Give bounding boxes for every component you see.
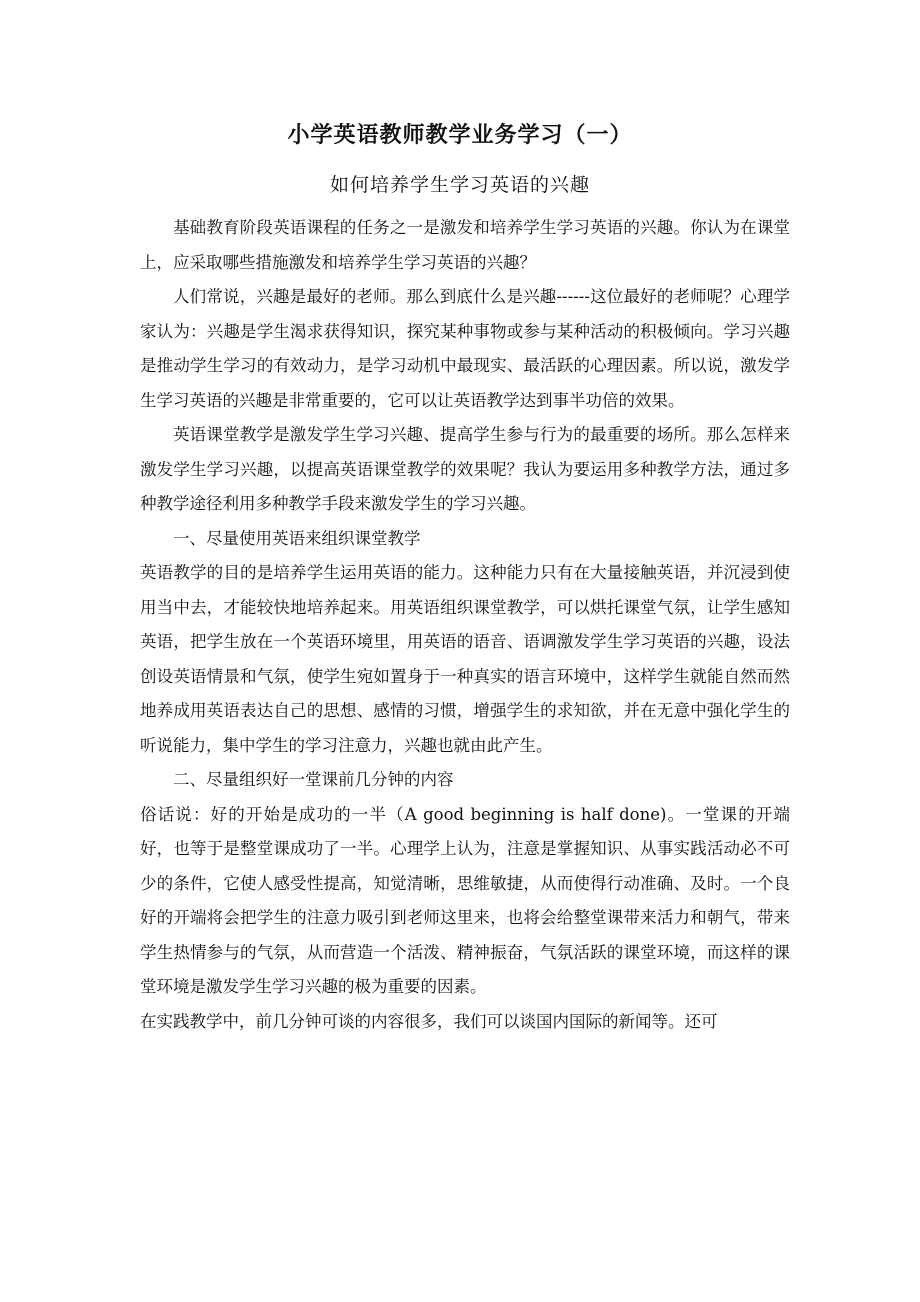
paragraph-intro: 基础教育阶段英语课程的任务之一是激发和培养学生学习英语的兴趣。你认为在课堂上，应采取哪些措施激发和培养学生学习英语的兴趣？ [140,218,790,272]
document-body [140,211,790,1039]
paragraph-section-1: 英语教学的目的是培养学生运用英语的能力。这种能力只有在大量接触英语，并沉浸到使用当中去，才能较快地培养起来。用英语组织课堂教学，可以烘托课堂气氛，让学生感知英语，把学生放在一个英语环境里，用英语的语音、语调激发学生学习英语的兴趣，设法创设英语情景和气氛，使学生宛如置身于一种真实的语言环境中，这样学生就能自然而然地养成用英语表达自己的思想、感情的习惯，增强学生的求知欲，并在无意中强化学生的听说能力，集中学生的学习注意力，兴趣也就由此产生。 [140,563,790,755]
paragraph-section-2: 俗话说：好的开始是成功的一半（A good beginning is half done)。一堂课的开端好，也等于是整堂课成功了一半。心理学上认为，注意是掌握知识、从事实践活动必不可少的条件，它使人感受性提高，知觉清晰，思维敏捷，从而使得行动准确、及时。一个良好的开端将会把学生的注意力吸引到老师这里来，也将会给整堂课带来活力和朝气，带来学生热情参与的气氛，从而营造一个活泼、精神振奋，气氛活跃的课堂环境，而这样的课堂环境是激发学生学习兴趣的极为重要的因素。 [140,804,790,996]
section-heading-2: 二、尽量组织好一堂课前几分钟的内容 [173,770,454,789]
document-title: 小学英语教师教学业务学习（一） [287,122,633,148]
paragraph-practice: 在实践教学中，前几分钟可谈的内容很多，我们可以谈国内国际的新闻等。还可 [140,1011,718,1031]
paragraph-classroom-teaching: 英语课堂教学是激发学生学习兴趣、提高学生参与行为的最重要的场所。那么怎样来激发学生学习兴趣，以提高英语课堂教学的效果呢？我认为要运用多种教学方法，通过多种教学途径利用多种教学手段来激发学生的学习兴趣。 [140,425,790,513]
paragraph-interest-definition: 人们常说，兴趣是最好的老师。那么到底什么是兴趣------这位最好的老师呢？心理学家认为：兴趣是学生渴求获得知识，探究某种事物或参与某种活动的积极倾向。学习兴趣是推动学生学习的有效动力，是学习动机中最现实、最活跃的心理因素。所以说，激发学生学习英语的兴趣是非常重要的，它可以让英语教学达到事半功倍的效果。 [140,287,790,410]
document-subtitle: 如何培养学生学习英语的兴趣 [329,174,590,196]
section-heading-1: 一、尽量使用英语来组织课堂教学 [173,528,421,548]
